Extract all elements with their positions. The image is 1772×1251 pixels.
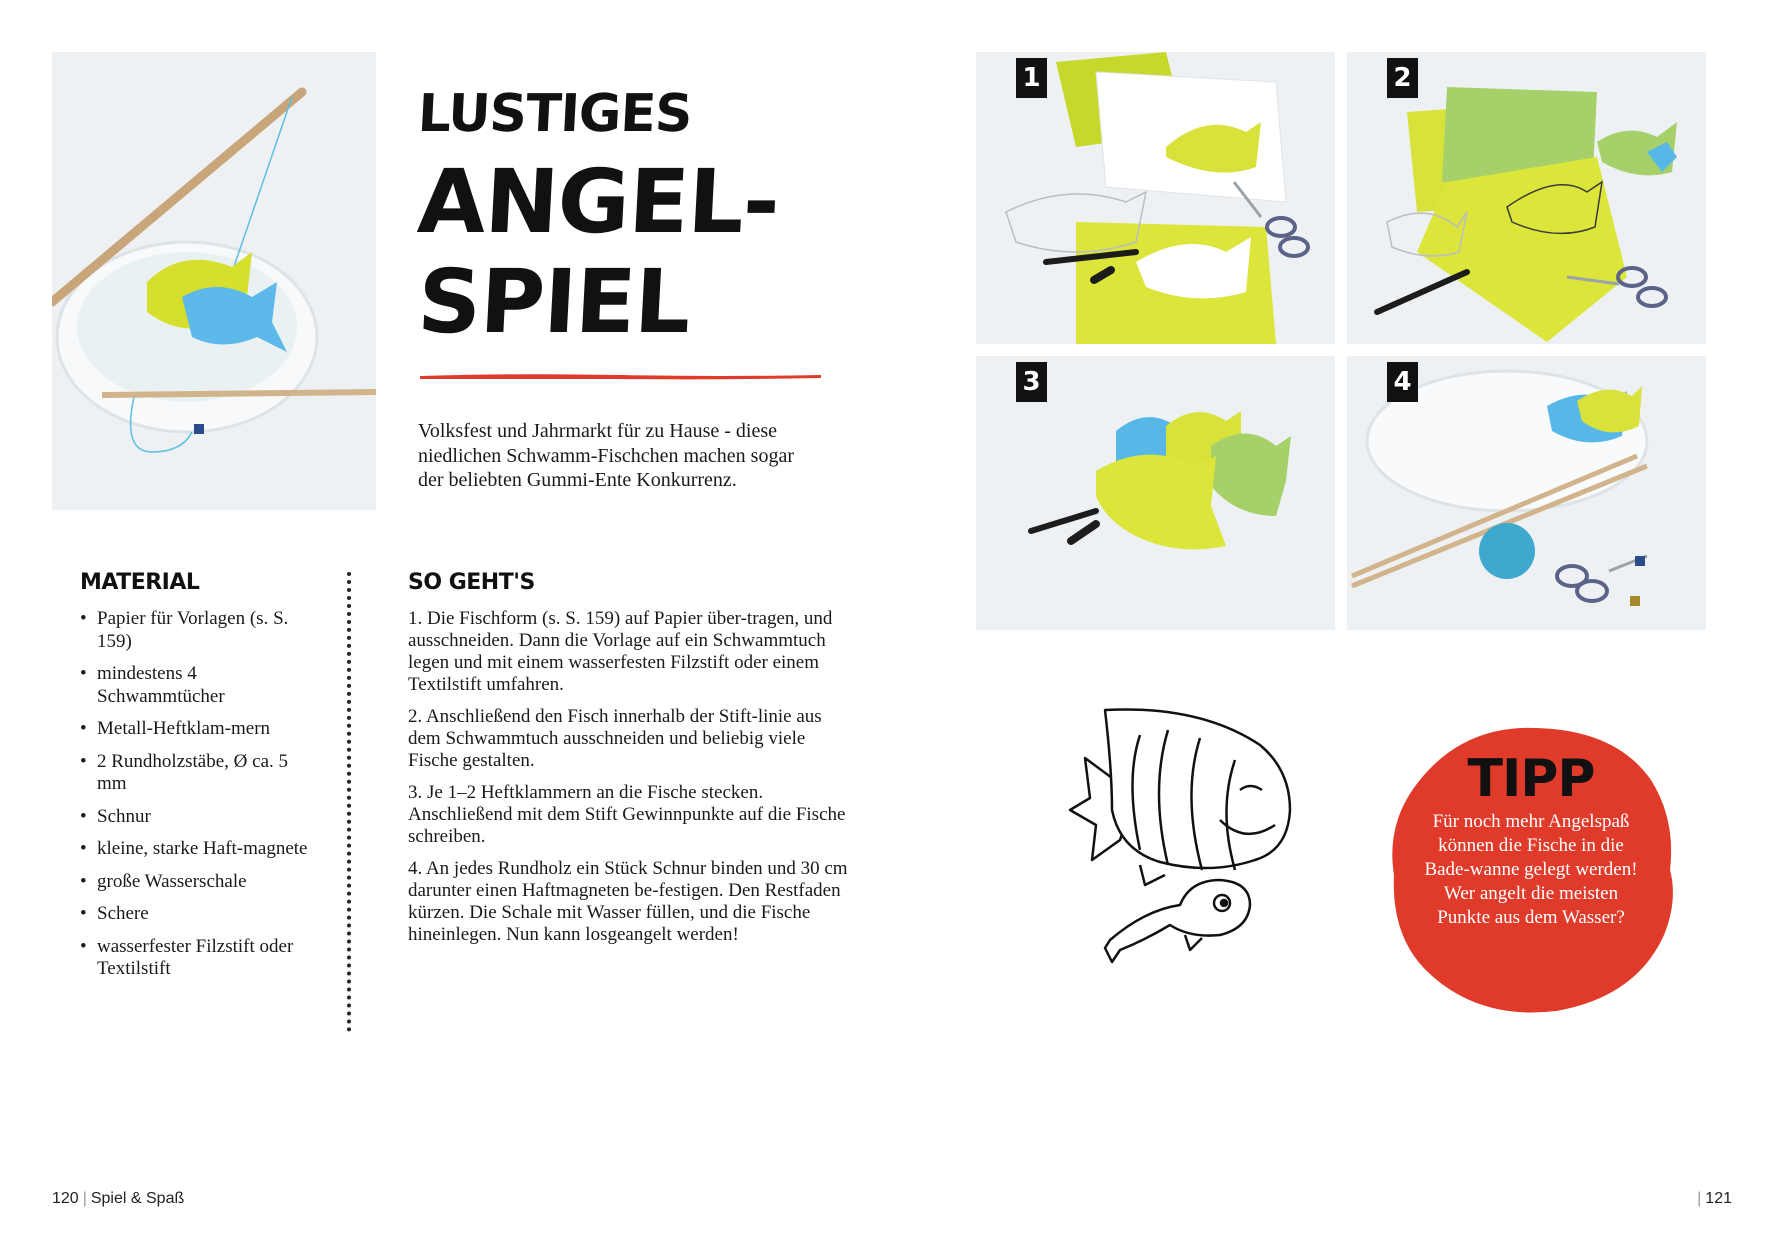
tip-text: Für noch mehr Angelspaß können die Fische in die Bade-wanne gelegt werden! Wer angelt die meisten Punkte aus dem Wasser? xyxy=(1424,811,1638,928)
footer-separator: | xyxy=(82,1190,87,1207)
list-item: • Schnur xyxy=(80,806,310,829)
material-list xyxy=(80,608,310,991)
list-item: • Schere xyxy=(80,903,310,926)
instruction-step: 2. Anschließend den Fisch innerhalb der Stift-linie aus dem Schwammtuch ausschneiden und beliebig viele Fische gestalten. xyxy=(408,706,822,771)
title-line-3: SPIEL xyxy=(415,250,693,353)
step-number-badge: 2 xyxy=(1387,58,1418,98)
instruction-step: 4. An jedes Rundholz ein Stück Schnur binden und 30 cm darunter einen Haftmagneten be-festigen. Den Restfaden kürzen. Die Schale mit Wasser füllen, und die Fische hineinlegen. Nun kann losgeangelt werden! xyxy=(408,858,848,945)
list-item: • wasserfester Filzstift oder Textilstift xyxy=(80,936,310,981)
fish-line-drawing xyxy=(1050,700,1350,970)
material-heading: MATERIAL xyxy=(80,570,200,595)
red-brush-divider xyxy=(418,371,823,381)
footer-right xyxy=(1697,1190,1732,1208)
fishing-game-illustration xyxy=(52,52,376,510)
step-photo-2 xyxy=(1347,52,1706,344)
footer-left xyxy=(52,1190,184,1208)
page-number-left: 120 xyxy=(52,1190,79,1207)
list-item: • mindestens 4 Schwammtücher xyxy=(80,663,310,708)
step-photo-1 xyxy=(976,52,1335,344)
intro-text: Volksfest und Jahrmarkt für zu Hause - diese niedlichen Schwamm-Fischchen machen sogar der beliebten Gummi-Ente Konkurrenz. xyxy=(418,420,794,491)
main-photo-fishing-game xyxy=(52,52,376,510)
page-number-right: 121 xyxy=(1705,1190,1732,1207)
step-number-badge: 4 xyxy=(1387,362,1418,402)
step-photo-4 xyxy=(1347,356,1706,630)
title-block xyxy=(415,84,818,353)
dotted-divider xyxy=(347,572,351,1032)
instruction-step: 1. Die Fischform (s. S. 159) auf Papier über-tragen, und ausschneiden. Dann die Vorlage auf ein Schwammtuch legen und mit einem wasserfesten Filzstift oder einem Textilstift umfahren. xyxy=(408,608,833,695)
list-item: • Metall-Heftklam-mern xyxy=(80,718,310,741)
tip-heading: TIPP xyxy=(1467,749,1595,809)
step-photo-3 xyxy=(976,356,1335,630)
list-item: • 2 Rundholzstäbe, Ø ca. 5 mm xyxy=(80,751,310,796)
list-item: • Papier für Vorlagen (s. S. 159) xyxy=(80,608,310,653)
instructions-heading: SO GEHT'S xyxy=(408,570,535,595)
instructions-list xyxy=(408,608,848,956)
title-line-2: ANGEL- xyxy=(415,150,782,253)
list-item: • kleine, starke Haft-magnete xyxy=(80,838,310,861)
section-name: Spiel & Spaß xyxy=(90,1190,185,1207)
list-item: • große Wasserschale xyxy=(80,871,310,894)
instruction-step: 3. Je 1–2 Heftklammern an die Fische stecken. Anschließend mit dem Stift Gewinnpunkte auf die Fische schreiben. xyxy=(408,782,846,847)
step-number-badge: 1 xyxy=(1016,58,1047,98)
tip-bubble xyxy=(1386,725,1676,1015)
step-number-badge: 3 xyxy=(1016,362,1047,402)
title-line-1: LUSTIGES xyxy=(416,84,694,144)
footer-separator: | xyxy=(1697,1190,1702,1207)
